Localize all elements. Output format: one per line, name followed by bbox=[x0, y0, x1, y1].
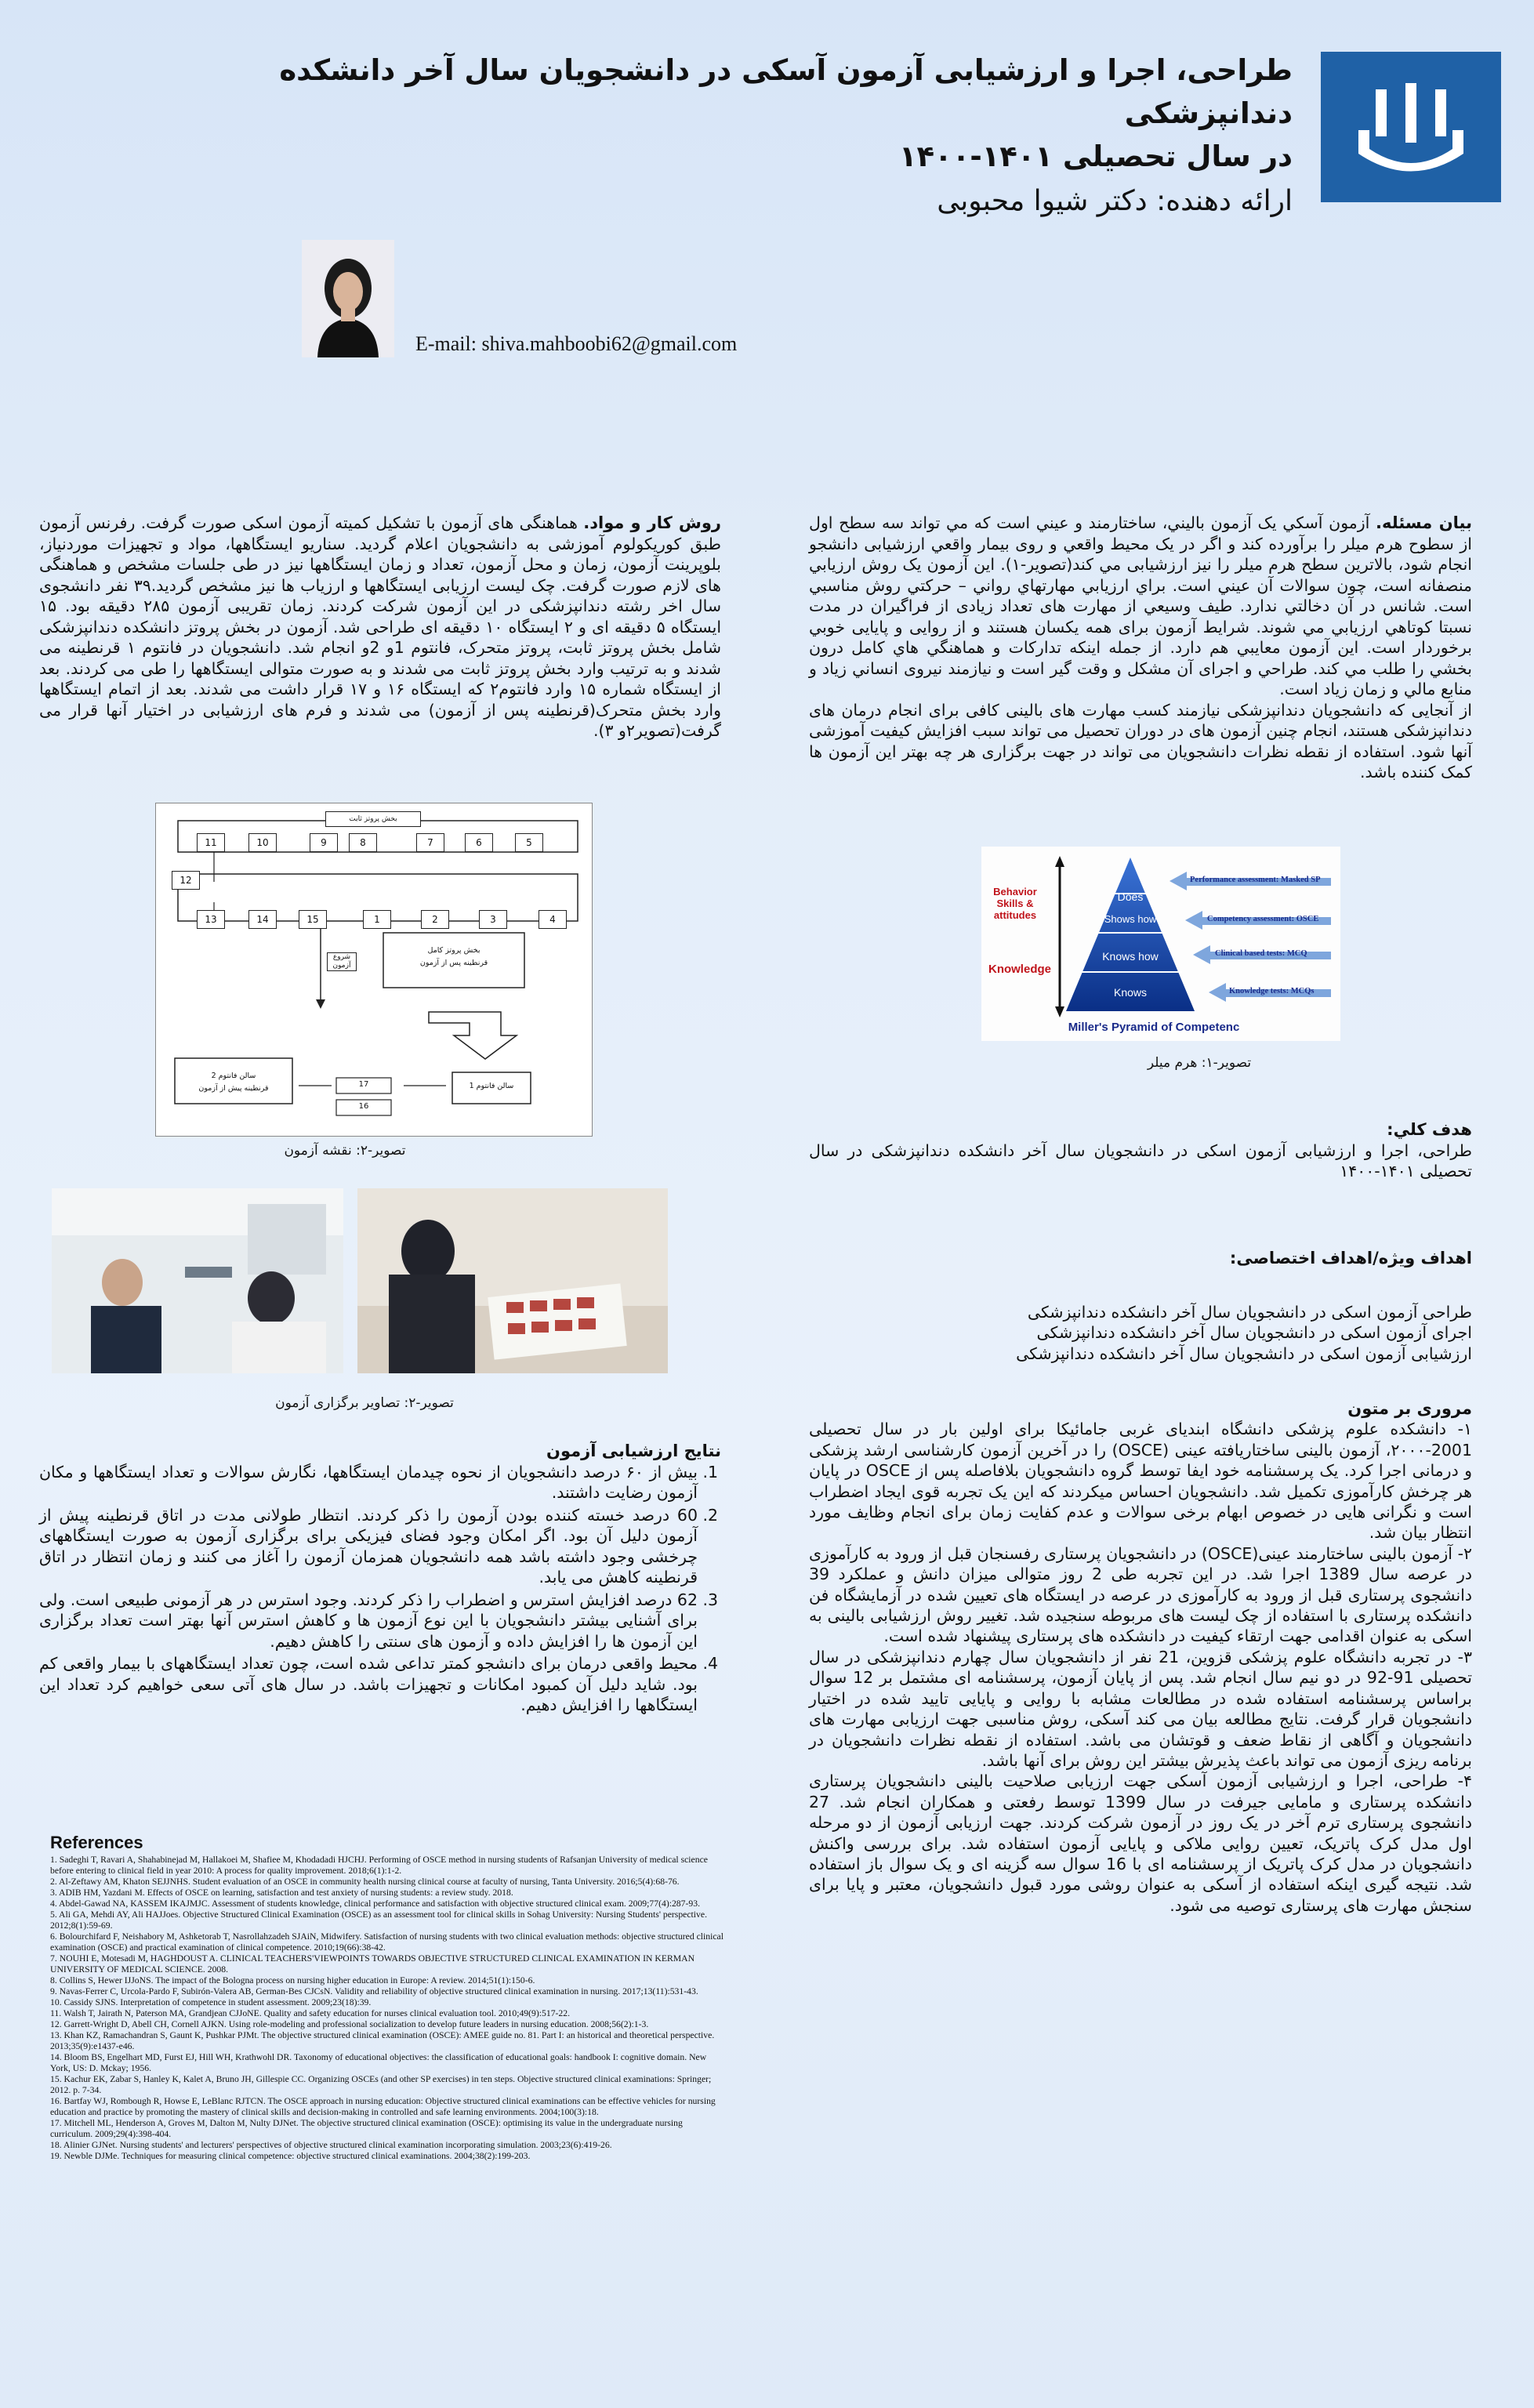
presenter-name: ارائه دهنده: دکتر شیوا محبوبی bbox=[937, 185, 1293, 217]
email-address: E-mail: shiva.mahboobi62@gmail.com bbox=[415, 332, 738, 355]
reference-item: 12. Garrett-Wright D, Abell CH, Cornell AJKN. Using role-modeling and professional socialization to develop future leaders in nursing education. 2008;56(2):1-3. bbox=[50, 2019, 649, 2029]
reference-item: 14. Bloom BS, Engelhart MD, Furst EJ, Hill WH, Krathwohl DR. Taxonomy of educational objectives: the classification of educational goals: handbook I: cognitive domain. New York, US: D. Mckay; 1956. bbox=[50, 2052, 707, 2073]
presenter-photo bbox=[302, 240, 394, 357]
station-node: 13 bbox=[197, 910, 225, 929]
reference-item: 10. Cassidy SJNS. Interpretation of competence in student assessment. 2009;23(18):39. bbox=[50, 1997, 372, 2007]
reference-item: 4. Abdel-Gawad NA, KASSEM IKAJMJC. Assessment of students knowledge, clinical performance and satisfaction with objective structured clinical exam. 2009;77(4):287-93. bbox=[50, 1898, 700, 1909]
start-label: شروع آزمون bbox=[327, 952, 357, 971]
reference-item: 3. ADIB HM, Yazdani M. Effects of OSCE on learning, satisfaction and test anxiety of nursing students: a review study. 2018. bbox=[50, 1888, 513, 1898]
assessment-performance: Performance assessment: Masked SP bbox=[1190, 876, 1321, 884]
reference-item: 8. Collins S, Hewer IJJoNS. The impact of the Bologna process on nursing higher education in Europe: A review. 2014;51(1):150-6. bbox=[50, 1975, 535, 1986]
reference-item: 15. Kachur EK, Zabar S, Hanley K, Kalet A, Bruno JH, Gillespie CC. Organizing OSCEs (and other SP exercises) in ten steps. Objective structured clinical examinations: Springer; 2012. p. 7-34. bbox=[50, 2074, 712, 2095]
problem-label: بیان مسئله. bbox=[1376, 513, 1472, 532]
station-node: 9 bbox=[310, 833, 338, 852]
poster-title bbox=[195, 49, 1293, 178]
station-node: 17 bbox=[358, 1080, 369, 1089]
method-label: روش کار و مواد. bbox=[583, 513, 721, 532]
level-shows-how: Shows how bbox=[1104, 913, 1157, 925]
photos-caption: تصویر-۲: تصاویر برگزاری آزمون bbox=[275, 1395, 454, 1411]
station-node: 8 bbox=[349, 833, 377, 852]
reference-item: 6. Bolourchifard F, Neishabory M, Ashketorab T, Nasrollahzadeh SJAiN, Midwifery. Satisfaction of nursing students with two clinical evaluation methods: objective structured clinical examination (OSCE) and practical examination of clinical competence. 2010;19(66):38-42. bbox=[50, 1931, 723, 1953]
goal-heading: هدف کلي: bbox=[1387, 1120, 1472, 1139]
station-node: 16 bbox=[358, 1102, 369, 1111]
review-paragraph: ۴- طراحی، اجرا و ارزشیابی آزمون آسکی جهت ارزیابی صلاحیت بالینی دانشجویان پرستاری دانشکده پرستاری و مامایی جیرفت در سال 1399 توسط رفعتی و همکاران انجام شد. 27 دانشجوی پرستاری ترم آخر در یک روز در آزمون شرکت کردند. جهت ارزیابی آزمون از دو مرحله اول مدل کرک پاتریک، تعیین روایی ملاکی و پایایی آزمون استفاده شد. برای بررسی واکنش دانشجویان در مدل کرک پاتریک از پرسشنامه ای با 16 سوال سه گزینه ای و یک سوال باز استفاده شد. نتیجه گیری اینکه استفاده از آسکی به عنوان روشی مورد قبول دانشجویان، معتبر و پایا برای سنجش مهارت های پرستاری توصیه می شود. bbox=[809, 1772, 1472, 1915]
university-logo bbox=[1321, 52, 1501, 202]
specific-item: طراحی آزمون اسکی در دانشجویان سال آخر دانشکده دندانپزشکی bbox=[1027, 1302, 1472, 1322]
level-does: Does bbox=[1117, 890, 1144, 903]
reference-item: 13. Khan KZ, Ramachandran S, Gaunt K, Pushkar PJMt. The objective structured clinical examination (OSCE): AMEE guide no. 81. Part I: an historical and theoretical perspective. 2013;35(9):e1437-e46. bbox=[50, 2030, 715, 2051]
reference-item: 2. Al-Zeftawy AM, Khaton SEJJNHS. Student evaluation of an OSCE in community health nursing clinical course at faculty of nursing, Tanta University. 2016;5(4):68-76. bbox=[50, 1877, 680, 1887]
result-item: 2. 60 درصد خسته کننده بودن آزمون را ذکر کردند. انتظار طولانی مدت در اتاق قرنطینه پیش از آزمون دلیل آن بود. اگر امکان وجود فضای فیزیکی برای برگزاری آزمون به صورت ایستگاههای چرخشی وجود داشته باشد همه دانشجویان همزمان آزمون را آغاز می کنند و زمان انتظار در اتاق قرنطینه کاهش می یابد. bbox=[39, 1505, 698, 1588]
result-item: 4. محیط واقعی درمان برای دانشجو کمتر تداعی شده است، چون تعداد ایستگاههای با بیمار واقعی کم بود. شاید دلیل آن کمبود امکانات و تجهیزات باشد. در سال های آتی سعی خواهیم کرد تعداد این ایستگاهها را افزایش دهیم. bbox=[39, 1653, 698, 1716]
pyramid-caption: تصویر-۱: هرم میلر bbox=[1147, 1055, 1252, 1071]
assessment-knowledge: Knowledge tests: MCQs bbox=[1229, 987, 1315, 995]
references-list bbox=[50, 1855, 724, 2162]
station-node: 14 bbox=[248, 910, 277, 929]
station-node: 4 bbox=[539, 910, 567, 929]
results-list bbox=[39, 1462, 721, 1716]
reference-item: 17. Mitchell ML, Henderson A, Groves M, Dalton M, Nulty DJNet. The objective structured clinical examination (OSCE): optimising its value in the undergraduate nursing curriculum. 2009;29(4):398-404. bbox=[50, 2118, 683, 2139]
fixed-prosthesis-label: بخش پروتز ثابت bbox=[325, 811, 421, 827]
reference-item: 16. Bartfay WJ, Rombough R, Howse E, LeBlanc RJTCN. The OSCE approach in nursing education: Objective structured clinical examinations can be effective vehicles for nursing education and practice by promoting the mastery of clinical skills and decision-making in controlled and safe learning environments. 2004;100(3):18. bbox=[50, 2096, 716, 2117]
station-node: 3 bbox=[479, 910, 507, 929]
phantom2-label-1: سالن فانتوم 2 bbox=[211, 1072, 256, 1080]
specific-goals bbox=[809, 1248, 1472, 1364]
phantom2-room bbox=[178, 1070, 289, 1095]
method-text: هماهنگی های آزمون با تشکیل کمیته آزمون اسکی صورت گرفت. رفرنس آزمون طبق کوریکولوم آموزشی به دانشجویان اعلام گردید. سناریو ایستگاهها، مواد و تجهیزات موردنیاز، بلوپرینت آزمون، زمان و محل آزمون، تعداد و زمان ایستگاهها نیز در طی جلسات مشخص و هماهنگی های لازم صورت گرفت. چک لیست ارزیابی ایستگاهها و ارزیاب ها نیز مشخص گردید.۳۹ نفر دانشجوی سال اخر رشته دندانپزشکی در این آزمون شرکت کردند. زمان تقریبی آزمون ۲۸۵ دقیقه بود. ۱۵ ایستگاه ۵ دقیقه ای و ۲ ایستگاه ۱۰ دقیقه ای طراحی شد. آزمون در بخش پروتز دانشکده دندانپزشکی شامل بخش پروتز ثابت، پروتز متحرک، فانتوم 1و 2و انجام شد. دانشجویان در فانتوم ۱ قرنطینه می شدند و به ترتیب وارد بخش پروتز ثابت می شدند و به صورت متوالی ایستگاهها را طی می کردند. بعد از ایستگاه شماره ۱۵ وارد فانتوم۲ که ایستگاه ۱۶ و ۱۷ قرار داشت می شدند. بعد از اتمام ایستگاهها وارد بخش متحرک(قرنطینه پس از آزمون) می شدند و فرم های ارزشیابی در اختیار آنها قرار می گرفت(تصویر۲و ۳). bbox=[39, 513, 722, 740]
reference-item: 19. Newble DJMe. Techniques for measuring clinical competence: objective structured clinical examinations. 2004;38(2):199-203. bbox=[50, 2151, 531, 2161]
general-goal bbox=[809, 1119, 1472, 1182]
reference-item: 9. Navas-Ferrer C, Urcola-Pardo F, Subirón-Valera AB, German-Bes CJCsN. Validity and reliability of objective structured clinical examination in nursing. 2017;13(11):531-43. bbox=[50, 1986, 698, 1996]
assessment-clinical: Clinical based tests: MCQ bbox=[1215, 949, 1307, 958]
pyramid-footer: Miller's Pyramid of Competenc bbox=[1068, 1021, 1240, 1034]
room-label-2: قرنطینه پس از آزمون bbox=[419, 959, 488, 967]
review-paragraph: ۲- آزمون بالینی ساختارمند عینی(OSCE) در دانشجویان پرستاری رفسنجان قبل از ورود به کارآموزی در عرصه سال 1389 اجرا شد. در این تجربه طی 2 روز متوالی میزان دانش و عملکرد 39 دانشجوی پرستاری قبل از ورود به کارآموزی در عرصه در ایستگاه های تعیین شده در آزمایشگاه فن دانشکده پرستاری با استفاده از چک لیست های مربوطه سنجیده شد. تغییر روش ارزشیابی بالینی به اسکی به عنوان اقدامی جهت ارتقاء کیفیت در دانشکده های پرستاری پیشنهاد شده است. bbox=[809, 1543, 1472, 1646]
assessment-competency: Competency assessment: OSCE bbox=[1207, 915, 1319, 923]
result-item: 1. بیش از ۶۰ درصد دانشجویان از نحوه چیدمان ایستگاهها، نگارش سوالات و تعداد ایستگاهها و مکان آزمون رضایت داشتند. bbox=[39, 1462, 698, 1503]
result-item: 3. 62 درصد افزایش استرس و اضطراب را ذکر کردند. وجود استرس در هر آزمونی طبیعی است. ولی برای آشنایی بیشتر دانشجویان با این نوع آزمون ها و کاهش استرس آنها بهتر است تعداد برگزاری این آزمون ها را افزایش داده و آزمون های سنتی را کاهش دهیم. bbox=[39, 1590, 698, 1652]
exam-photo-1 bbox=[52, 1188, 343, 1373]
review-paragraph: ۳- در تجربه دانشگاه علوم پزشکی قزوین، 21 نفر از دانشجویان سال چهارم دندانپزشکی در سال تحصیلی 91-92 در دو نیم سال انجام شد. پس از پایان آزمون، پرسشنامه ای مشتمل بر 12 سوال براساس پرسشنامه استفاده شده در مطالعات مشابه با روایی و پایایی تایید شده در اختیار دانشجویان قرار گرفت. نتایج مطالعه بیان می کند آسکی، روش مناسبی جهت ارزیابی مهارت های دانشجویان و آگاهی از نقاط ضعف و قوتشان می باشد. استفاده از نقطه نظرات دانشجویان در برنامه ریزی آزمون می تواند باعث پذیرش بیشتر این روش برای آنها باشد. bbox=[809, 1647, 1473, 1770]
exam-photo-2 bbox=[357, 1188, 668, 1373]
problem-statement bbox=[809, 513, 1472, 783]
methods-section bbox=[39, 513, 721, 742]
title-line-1: طراحی، اجرا و ارزشیابی آزمون آسکی در دانشجویان سال آخر دانشکده دندانپزشکی bbox=[279, 53, 1293, 130]
room-label-1: بخش پروتز کامل bbox=[427, 946, 481, 955]
problem-text-2: از آنجایی که دانشجویان دندانپزشکی نیازمند کسب مهارت های بالینی کافی برای انجام درمان های دندانپزشکی هستند، انجام چنین آزمون های در دوران تحصیل می تواند سبب افزایش کیفیت آموزشی آنها شود. استفاده از نقطه نظرات دانشجویان می تواند در جهت برگزاری هر چه بهتر این آزمون ها کمک کننده باشد. bbox=[809, 700, 1472, 782]
specific-item: اجرای آزمون اسکی در دانشجویان سال آخر دانشکده دندانپزشکی bbox=[1036, 1323, 1472, 1342]
station-node: 7 bbox=[416, 833, 444, 852]
station-node: 11 bbox=[197, 833, 225, 852]
reference-item: 5. Ali GA, Mehdi AY, Ali HAJJoes. Objective Structured Clinical Examination (OSCE) as an assessment tool for clinical skills in Sohag University: Nursing Students' perspective. 2012;8(1):59-69. bbox=[50, 1909, 707, 1931]
reference-item: 1. Sadeghi T, Ravari A, Shahabinejad M, Hallakoei M, Shafiee M, Khodadadi HJCHJ. Performing of OSCE method in nursing students of Rafsanjan University of medical science before entering to clinical field in year 2010: A process for quality improvement. 2018;6(1):1-2. bbox=[50, 1855, 708, 1876]
complete-prosthesis-room bbox=[388, 945, 520, 970]
station-node: 6 bbox=[465, 833, 493, 852]
goal-text: طراحی، اجرا و ارزشیابی آزمون اسکی در دانشجویان سال آخر دانشکده دندانپزشکی در سال تحصیلی ۱۴۰۱-۱۴۰۰ bbox=[809, 1141, 1472, 1180]
title-line-2: در سال تحصیلی ۱۴۰۱-۱۴۰۰ bbox=[898, 140, 1293, 173]
knowledge-label: Knowledge bbox=[988, 963, 1051, 976]
station-node: 15 bbox=[299, 910, 327, 929]
review-heading: مروری بر متون bbox=[1347, 1399, 1472, 1418]
behavior-label: Behavior Skills & attitudes bbox=[993, 886, 1037, 921]
station-node: 10 bbox=[248, 833, 277, 852]
specific-heading: اهداف ویژه/اهداف اختصاصی: bbox=[1229, 1249, 1472, 1267]
level-knows: Knows bbox=[1113, 986, 1148, 999]
review-paragraph: ۱- دانشکده علوم پزشکی دانشگاه ابندیای غربی جامائیکا برای اولین بار در سال تحصیلی 2001-۲۰۰۰، آزمون بالینی ساختاریافته عینی (OSCE) را در آخرین آزمون کارشناسی ارشد پزشکی و درمانی اجرا کرد. یک پرسشنامه خود ایفا توسط گروه دانشجویان بلافاصله پس از OSCE در پایان هر چرخش کارآموزی تکمیل شد. دانشجویان احساس میکردند که این یک تجربه قوی ایجاد اضطراب است و نگرانی هایی در خصوص ابهام برخی سوالات و عدم کفایت زمان برای انجام وظایف مورد انتظار بیان شد. bbox=[809, 1420, 1473, 1543]
exam-map-figure bbox=[155, 803, 593, 1137]
literature-review bbox=[809, 1398, 1472, 1916]
map-caption: تصویر-۲: نقشه آزمون bbox=[284, 1143, 406, 1159]
results-heading: نتایج ارزشیابی آزمون bbox=[546, 1442, 721, 1460]
station-node: 5 bbox=[515, 833, 543, 852]
phantom1-room: سالن فانتوم 1 bbox=[469, 1082, 514, 1090]
phantom2-label-2: قرنطینه پیش از آزمون bbox=[198, 1084, 269, 1093]
problem-text: آزمون آسكي يک آزمون باليني، ساختارمند و عيني است كه مي تواند سه سطح اول از سطوح هرم ميلر را برآورده كند و اگر در يک محيط واقعي و روی بيمار واقعي ارزشيابی دانشجو انجام شود، بالاترين سطح هرم ميلر را نيز ارزشيابی مي كند(تصویر-۱). اين آزمون يک روش ارزيابي منصفانه است، چون سوالات آن عيني است. براي ارزيابي مهارتهاي رواني – حركتي روش مناسبي است. شانس در آن دخالتي ندارد. طيف وسيعي از مهارت های تعداد زيادی از فراگيران در مدت نسبتا كوتاهي ارزيابي مي شوند. شرايط آزمون برای همه يكسان هستند و از روايی و پايايی خوبي برخوردار است. اين آزمون معايبي هم دارد. از جمله اينكه تداركات و هماهنگي هاي كامل درون بخشي را طلب مي كند. طراحي و اجرای آن مشكل و وقت گير است و نيازمند نيروی انساني زياد و منابع مالي و زمان زياد است. bbox=[809, 513, 1472, 698]
reference-item: 11. Walsh T, Jairath N, Paterson MA, Grandjean CJJoNE. Quality and safety education for nurses clinical evaluation tool. 2010;49(9):517-22. bbox=[50, 2008, 571, 2018]
station-node: 2 bbox=[421, 910, 449, 929]
station-node: 12 bbox=[172, 871, 200, 890]
level-knows-how: Knows how bbox=[1102, 950, 1159, 963]
reference-item: 7. NOUHI E, Motesadi M, HAGHDOUST A. CLINICAL TEACHERS'VIEWPOINTS TOWARDS OBJECTIVE STRUCTURED CLINICAL EXAMINATION IN KERMAN UNIVERSITY OF MEDICAL SCIENCE. 2008. bbox=[50, 1953, 695, 1975]
reference-item: 18. Alinier GJNet. Nursing students' and lecturers' perspectives of objective structured clinical examination incorporating simulation. 2003;23(6):419-26. bbox=[50, 2140, 612, 2150]
references-heading: References bbox=[50, 1833, 143, 1852]
specific-item: ارزشیابی آزمون اسکی در دانشجویان سال آخر دانشکده دندانپزشکی bbox=[1016, 1344, 1472, 1363]
station-node: 1 bbox=[363, 910, 391, 929]
results-section bbox=[39, 1441, 721, 1717]
miller-pyramid-figure bbox=[981, 847, 1340, 1041]
